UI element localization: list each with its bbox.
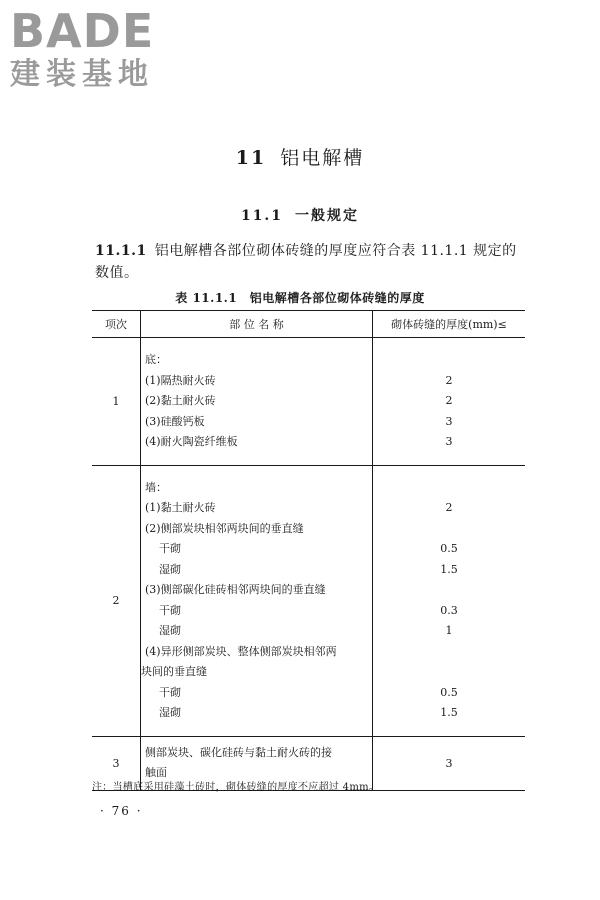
line-value [373,478,525,499]
line-name: (3)侧部碳化硅砖相邻两块间的垂直缝 [145,583,326,596]
line-name: (4)耐火陶瓷纤维板 [145,435,238,448]
header-name: 部 位 名 称 [141,311,373,338]
page-number: · 76 · [100,804,143,818]
line-name: (3)硅酸钙板 [145,414,205,428]
line-name: 侧部炭块、碳化硅砖与黏土耐火砖的接 [145,745,332,759]
line-value: 3 [445,435,453,448]
line-name: (2)黏土耐火砖 [145,394,216,407]
line-value: 2 [445,501,453,514]
table-row [92,338,525,466]
line-name: 触面 [145,766,167,779]
line-value [373,519,525,540]
line-name: 湿砌 [159,562,181,576]
section-number: 11.1 [240,208,284,224]
line-value: 2 [445,394,453,407]
table-note: 注：当槽底采用硅藻土砖时，砌体砖缝的厚度不应超过 4mm。 [92,782,380,793]
line-name: 底： [145,353,167,366]
joint-thickness-table [92,310,525,791]
row-values [373,465,526,736]
chapter-heading [0,143,600,170]
line-value: 3 [445,414,453,428]
line-name: (4)异形侧部炭块、整体侧部炭块相邻两 [145,644,337,658]
chapter-title: 铝电解槽 [280,147,365,169]
line-value: 1.5 [440,562,458,576]
clause-number: 11.1.1 [95,243,147,259]
table-row [92,465,525,736]
line-name: (2)侧部炭块相邻两块间的垂直缝 [145,521,304,535]
row-index: 2 [92,465,141,736]
logo [10,6,175,96]
row-names [141,338,373,466]
line-value: 1.5 [440,706,458,719]
logo-subtitle: 建装基地 [10,57,154,92]
table-caption: 表 11.1.1 铝电解槽各部位砌体砖缝的厚度 [175,291,425,305]
clause-paragraph [95,240,527,284]
line-name: 干砌 [159,603,181,617]
header-value: 砌体砖缝的厚度(mm)≤ [373,311,526,338]
logo-wordmark: BADE [10,4,155,58]
row-names [141,465,373,736]
line-name: 块间的垂直缝 [141,665,207,678]
clause-text: 铝电解槽各部位砌体砖缝的厚度应符合表 11.1.1 规定的数值。 [95,243,517,281]
line-value [373,642,525,663]
line-name: 湿砌 [159,706,181,719]
section-title: 一般规定 [295,208,360,224]
row-value: 3 [373,736,526,790]
line-name: (1)黏土耐火砖 [145,501,216,514]
line-value [373,662,525,683]
line-value: 0.3 [440,603,458,617]
line-value: 0.5 [440,542,458,555]
line-name: (1)隔热耐火砖 [145,373,216,387]
line-name: 干砌 [159,542,181,555]
line-value [373,350,525,371]
line-value: 0.5 [440,685,458,699]
section-heading [0,205,600,225]
line-name: 干砌 [159,685,181,699]
row-index: 1 [92,338,141,466]
line-value: 2 [445,373,453,387]
row-index: 3 [92,736,141,790]
table-header-row [92,311,525,338]
row-values [373,338,526,466]
header-index: 项次 [92,311,141,338]
line-value [373,580,525,601]
line-name: 墙： [145,480,167,494]
chapter-number: 11 [235,147,267,169]
line-name: 湿砌 [159,624,181,637]
line-value: 1 [445,624,453,637]
